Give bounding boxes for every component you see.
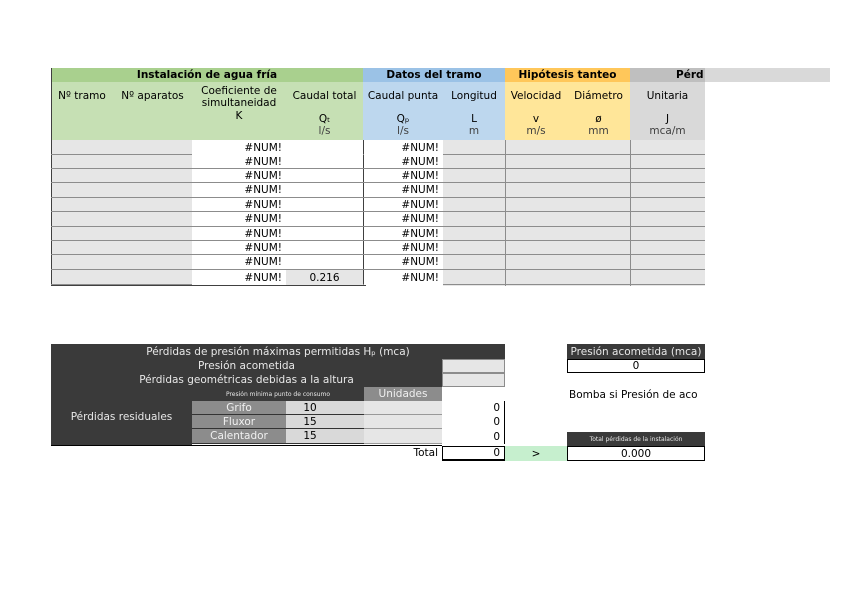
col-length-symbol: L [471, 113, 477, 125]
cell-qp[interactable]: #NUM! [364, 155, 443, 168]
item-pressure[interactable]: 15 [286, 429, 364, 444]
cell-qp[interactable]: #NUM! [364, 255, 443, 269]
cell-qp[interactable]: #NUM! [364, 183, 443, 197]
col-velocity-label: Velocidad [510, 90, 562, 102]
item-units[interactable] [364, 401, 442, 415]
item-name: Calentador [192, 429, 286, 444]
group-header-losses [630, 68, 705, 82]
col-unit-loss-symbol: J [665, 113, 670, 125]
cell-qp[interactable]: #NUM! [364, 141, 443, 155]
residual-losses-label: Pérdidas residuales [51, 387, 192, 446]
header-overflow-band [705, 68, 830, 82]
supply-pressure-label: Presión acometida [51, 359, 442, 373]
cell-qp[interactable]: #NUM! [364, 169, 443, 182]
item-pressure[interactable]: 10 [286, 401, 364, 415]
col-unit-loss-unit: mca/m [649, 125, 686, 137]
col-diameter-symbol: ø [595, 113, 602, 125]
pump-note: Bomba si Presión de aco [569, 389, 698, 401]
cell-qt[interactable] [286, 212, 363, 226]
cell-k[interactable]: #NUM! [192, 155, 286, 168]
col-tramo-label: Nº tramo [58, 90, 106, 102]
cell-k[interactable]: #NUM! [192, 141, 286, 155]
item-value: 0 [442, 415, 505, 429]
cell-k[interactable]: #NUM! [192, 169, 286, 182]
total-losses-value: 0.000 [567, 446, 705, 461]
cell-k[interactable]: #NUM! [192, 255, 286, 269]
cell-k[interactable]: #NUM! [192, 212, 286, 226]
geometric-losses-label: Pérdidas geométricas debidas a la altura [51, 373, 442, 387]
cell-k[interactable]: #NUM! [192, 270, 286, 285]
cell-qt[interactable] [286, 155, 363, 168]
units-header: Unidades [364, 387, 442, 401]
cell-qt[interactable] [286, 183, 363, 197]
cell-k[interactable]: #NUM! [192, 241, 286, 254]
item-value: 0 [442, 401, 505, 415]
group-header-section-data: Datos del tramo [363, 68, 505, 82]
group-header-cold-water: Instalación de agua fría [51, 68, 363, 82]
col-length-label: Longitud [451, 90, 497, 102]
item-name: Fluxor [192, 415, 286, 429]
cell-qp[interactable]: #NUM! [364, 227, 443, 240]
item-pressure[interactable]: 15 [286, 415, 364, 429]
comparator-cell: > [505, 446, 567, 461]
col-unit-loss-label: Unitaria [646, 90, 689, 102]
cell-qt[interactable] [286, 141, 363, 155]
cell-qp[interactable]: #NUM! [364, 270, 443, 285]
col-simultaneity-label: Coeficiente de simultaneidad [201, 85, 277, 109]
col-total-flow-symbol: Qₜ [318, 113, 331, 125]
group-header-hypothesis: Hipótesis tanteo [505, 68, 630, 82]
col-simultaneity-symbol: K [235, 110, 243, 122]
supply-pressure-cell[interactable] [442, 359, 505, 373]
cell-qt[interactable] [286, 198, 363, 211]
item-units[interactable] [364, 415, 442, 429]
cell-qt[interactable] [286, 169, 363, 182]
col-diameter-label: Diámetro [574, 90, 623, 102]
supply-pressure-value[interactable]: 0 [567, 359, 705, 373]
col-velocity-symbol: v [532, 113, 540, 125]
col-peak-flow-label: Caudal punta [367, 90, 439, 102]
cell-qp[interactable]: #NUM! [364, 212, 443, 226]
losses-title: Pérdidas de presión máximas permitidas Hₚ (mca) [51, 344, 505, 359]
item-name: Grifo [192, 401, 286, 415]
min-pressure-header: Presión mínima punto de consumo [192, 387, 364, 401]
col-peak-flow-unit: l/s [397, 125, 409, 137]
total-label: Total [413, 447, 438, 459]
table-bottom-border [51, 285, 366, 286]
cell-qp[interactable]: #NUM! [364, 198, 443, 211]
col-peak-flow-symbol: Qₚ [396, 113, 410, 125]
item-value: 0 [442, 429, 505, 444]
cell-k[interactable]: #NUM! [192, 183, 286, 197]
total-value: 0 [442, 446, 505, 461]
geometric-losses-cell[interactable] [442, 373, 505, 387]
col-total-flow-label: Caudal total [292, 90, 357, 102]
item-units[interactable] [364, 429, 442, 444]
cell-qt[interactable] [286, 241, 363, 254]
cell-k[interactable]: #NUM! [192, 198, 286, 211]
total-losses-header: Total pérdidas de la instalación [567, 432, 705, 446]
group-header-losses-text: Pérd [676, 69, 704, 81]
col-aparatos-label: Nº aparatos [121, 90, 184, 102]
col-diameter-unit: mm [588, 125, 609, 137]
cell-k[interactable]: #NUM! [192, 227, 286, 240]
supply-pressure-header: Presión acometida (mca) [567, 344, 705, 359]
col-total-flow-unit: l/s [318, 125, 331, 137]
cell-qt[interactable] [286, 227, 363, 240]
col-velocity-unit: m/s [526, 125, 546, 137]
col-length-unit: m [468, 125, 480, 137]
cell-qt-total[interactable]: 0.216 [286, 270, 363, 285]
cell-qp[interactable]: #NUM! [364, 241, 443, 254]
cell-qt[interactable] [286, 255, 363, 269]
